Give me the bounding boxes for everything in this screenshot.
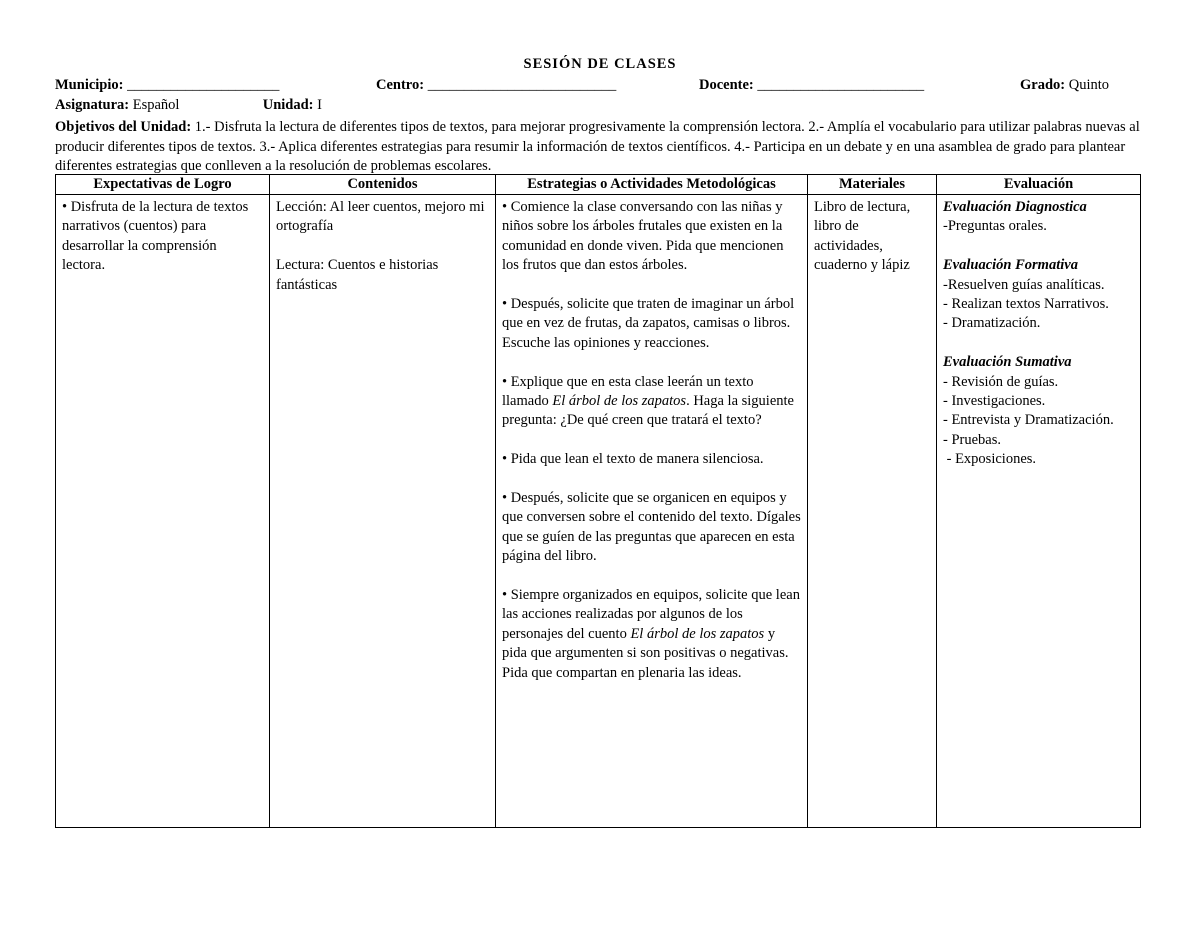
estrategias-cell — [496, 195, 808, 828]
estrategia-3-post: . Haga la siguiente pregunta: ¿De qué creen que tratará el texto? — [502, 393, 794, 429]
table-header-row — [56, 175, 1141, 195]
estrategia-3-book-title: El árbol de los zapatos — [552, 393, 687, 410]
municipio-blank: _____________________ — [127, 77, 280, 93]
estrategia-6-book-title: El árbol de los zapatos — [630, 625, 765, 642]
contenidos-cell — [270, 195, 496, 828]
grado-value: Quinto — [1068, 77, 1110, 93]
estrategia-1: • Comience la clase conversando con las niñas y niños sobre los árboles frutales que existen en la comunidad en donde viven. Pida que mencionen los frutos que dan estos árboles. — [502, 199, 784, 274]
centro-label: Centro: — [376, 77, 425, 93]
materiales-cell — [808, 195, 937, 828]
unidad-label: Unidad: — [262, 97, 314, 113]
list-item: - Entrevista y Dramatización. — [943, 412, 1114, 429]
page-title: SESIÓN DE CLASES — [523, 56, 677, 72]
header-estrategias: Estrategias o Actividades Metodológicas — [496, 175, 808, 195]
estrategia-3 — [502, 373, 801, 431]
evaluacion-cell — [937, 195, 1141, 828]
list-item: - Dramatización. — [943, 315, 1041, 332]
header-evaluacion: Evaluación — [937, 175, 1141, 195]
asignatura-value: Español — [132, 97, 180, 113]
objectives — [55, 118, 1140, 177]
contenido-leccion: Lección: Al leer cuentos, mejoro mi ortografía — [276, 199, 485, 235]
header-contenidos: Contenidos — [270, 175, 496, 195]
centro-blank: __________________________ — [427, 77, 617, 93]
municipio-label: Municipio: — [55, 77, 124, 93]
estrategia-6 — [502, 586, 801, 683]
asignatura-label: Asignatura: — [55, 97, 130, 113]
sumativa-title: Evaluación Sumativa — [943, 354, 1072, 371]
list-item: - Realizan textos Narrativos. — [943, 296, 1109, 313]
estrategia-6-post: y pida que argumenten si son positivas o negativas. Pida que compartan en plenaria las ideas. — [502, 625, 789, 681]
estrategia-5: • Después, solicite que se organicen en equipos y que conversen sobre el contenido del texto. Dígales que se guíen de las preguntas que aparecen en esta página del libro. — [502, 490, 801, 565]
docente-blank: _______________________ — [757, 77, 925, 93]
materiales-text: Libro de lectura, libro de actividades, cuaderno y lápiz — [814, 199, 911, 274]
estrategia-2: • Después, solicite que traten de imaginar un árbol que en vez de frutas, da zapatos, camisas o libros. Escuche las opiniones y reacciones. — [502, 296, 795, 351]
list-item: - Investigaciones. — [943, 393, 1046, 410]
expectativas-cell — [56, 195, 270, 828]
list-item: - Exposiciones. — [943, 451, 1037, 468]
estrategia-6-pre: • Siempre organizados en equipos, solicite que lean las acciones realizadas por algunos de los personajes del cuento — [502, 587, 800, 642]
diagnostica-title: Evaluación Diagnostica — [943, 199, 1087, 215]
subject-row — [55, 97, 322, 114]
evaluacion-diagnostica — [943, 198, 1134, 237]
header-expectativas: Expectativas de Logro — [56, 175, 270, 195]
header-materiales: Materiales — [808, 175, 937, 195]
formativa-title: Evaluación Formativa — [943, 257, 1078, 274]
list-item: - Revisión de guías. — [943, 373, 1059, 390]
objetivos-text: 1.- Disfruta la lectura de diferentes tipos de textos, para mejorar progresivamente la comprensión lectora. 2.- Amplía el vocabulario para utilizar palabras nuevas al producir diferentes tipos de textos. 3.- Aplica diferentes estrategias para resumir la información de textos científicos. 4.- Participa en un debate y en una asamblea de grado para plantear diferentes estrategias que conlleven a la resolución de problemas escolares. — [55, 119, 1140, 174]
header-fields-row — [55, 77, 1125, 97]
estrategia-3-pre: • Explique que en esta clase leerán un texto llamado — [502, 373, 754, 410]
evaluacion-sumativa — [943, 353, 1134, 469]
evaluacion-formativa — [943, 256, 1134, 334]
session-table — [55, 174, 1141, 828]
expectativas-text: • Disfruta de la lectura de textos narrativos (cuentos) para desarrollar la comprensión lectora. — [62, 199, 249, 274]
list-item: -Resuelven guías analíticas. — [943, 276, 1105, 293]
table-row — [56, 195, 1141, 828]
docente-label: Docente: — [699, 77, 754, 93]
estrategia-4: • Pida que lean el texto de manera silenciosa. — [502, 451, 764, 468]
docente-field — [699, 77, 924, 94]
centro-field — [376, 77, 616, 94]
contenido-lectura: Lectura: Cuentos e historias fantásticas — [276, 257, 439, 293]
list-item: - Pruebas. — [943, 431, 1001, 448]
grado-field — [1020, 77, 1109, 94]
objetivos-label: Objetivos del Unidad: — [55, 119, 192, 135]
unidad-value: I — [317, 97, 322, 113]
municipio-field — [55, 77, 279, 94]
grado-label: Grado: — [1020, 77, 1066, 93]
list-item: -Preguntas orales. — [943, 218, 1047, 235]
